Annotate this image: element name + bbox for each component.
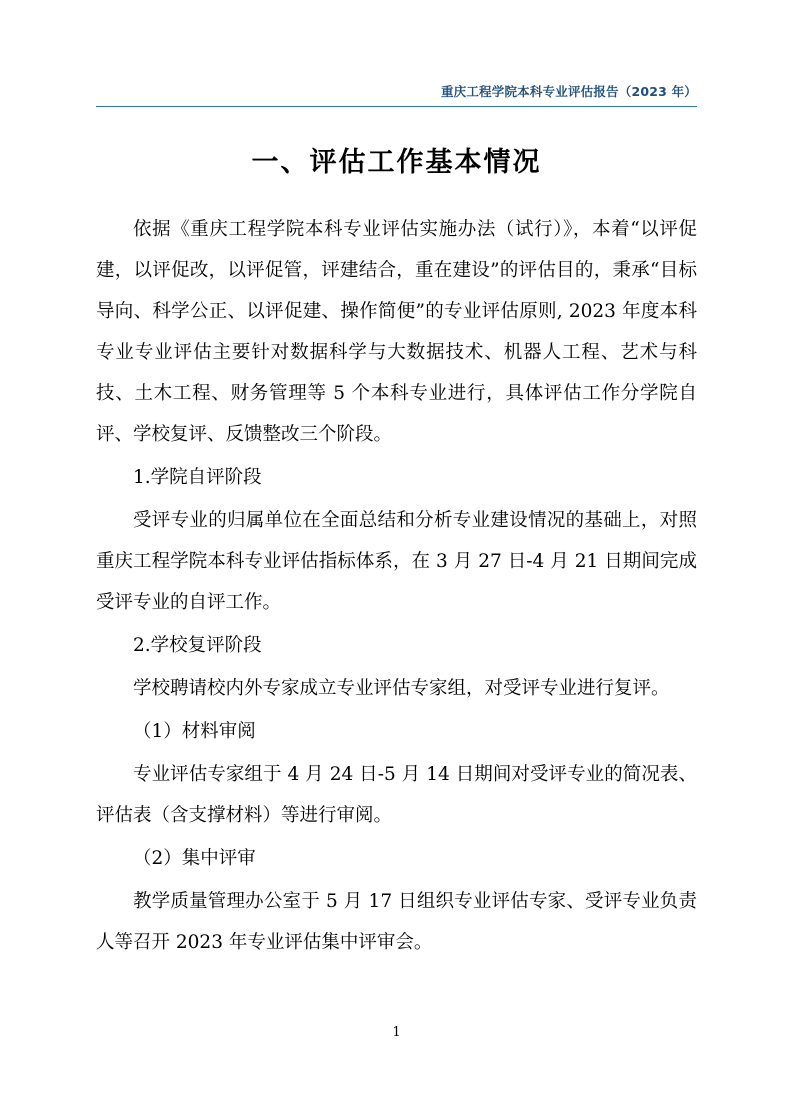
page-number: 1 bbox=[392, 1025, 401, 1040]
page-title: 一、评估工作基本情况 bbox=[251, 147, 542, 178]
heading-school-review: 2.学校复评阶段 bbox=[133, 635, 262, 656]
paragraph-self-evaluation: 受评专业的归属单位在全面总结和分析专业建设情况的基础上，对照重庆工程学院本科专业评估指标体系，在 3 月 27 日-4 月 21 日期间完成受评专业的自评工作。 bbox=[96, 510, 697, 613]
header-divider bbox=[96, 106, 697, 107]
paragraph-intro: 依据《重庆工程学院本科专业评估实施办法（试行）》，本着“以评促建，以评促改，以评促管，评建结合，重在建设”的评估目的，秉承“目标导向、科学公正、以评促建、操作简便”的专业评估原则, 2023 年度本科专业专业评估主要针对数据科学与大数据技术、机器人工程、艺术与科技、土木工程、财务管理等 5 个本科专业进行，具体评估工作分学院自评、学校复评、反馈整改三个阶段。 bbox=[96, 219, 697, 445]
heading-self-evaluation: 1.学院自评阶段 bbox=[133, 467, 262, 488]
document-body bbox=[96, 140, 697, 965]
paragraph-school-review: 学校聘请校内外专家成立专业评估专家组，对受评专业进行复评。 bbox=[133, 678, 670, 699]
running-title: 重庆工程学院本科专业评估报告（2023 年） bbox=[440, 84, 697, 99]
heading-centralized-review: （2）集中评审 bbox=[133, 848, 256, 869]
paragraph-material-review: 专业评估专家组于 4 月 24 日-5 月 14 日期间对受评专业的简况表、评估表（含支撑材料）等进行审阅。 bbox=[96, 764, 697, 826]
paragraph-centralized-review: 教学质量管理办公室于 5 月 17 日组织专业评估专家、受评专业负责人等召开 2023 年专业评估集中评审会。 bbox=[96, 891, 697, 953]
heading-material-review: （1）材料审阅 bbox=[133, 721, 256, 742]
page-footer bbox=[0, 1025, 793, 1040]
page-header bbox=[96, 82, 697, 110]
